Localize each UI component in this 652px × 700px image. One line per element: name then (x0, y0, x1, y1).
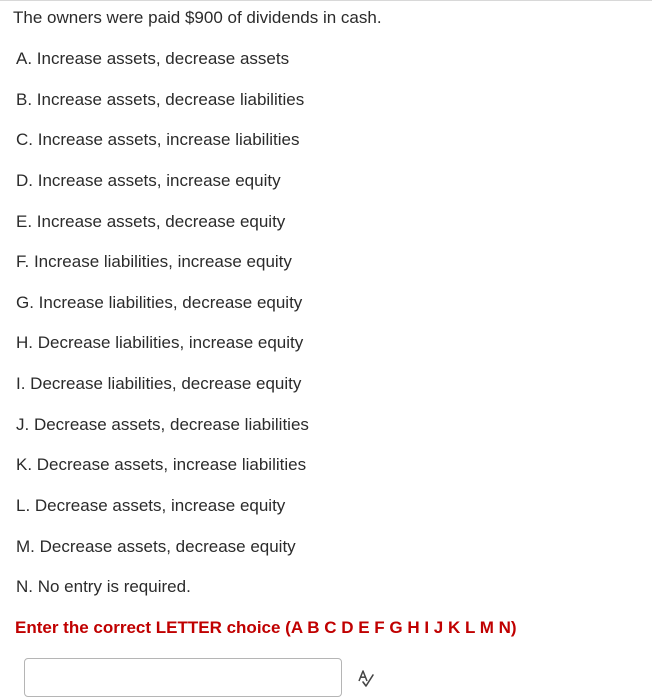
option-h: H. Decrease liabilities, increase equity (16, 333, 304, 352)
option-g: G. Increase liabilities, decrease equity (16, 293, 303, 312)
option-k: K. Decrease assets, increase liabilities (16, 455, 307, 474)
option-e: E. Increase assets, decrease equity (16, 212, 286, 231)
option-j: J. Decrease assets, decrease liabilities (16, 415, 309, 434)
option-n: N. No entry is required. (16, 577, 191, 596)
top-divider (0, 0, 652, 1)
option-i: I. Decrease liabilities, decrease equity (16, 374, 302, 393)
option-b: B. Increase assets, decrease liabilities (16, 90, 305, 109)
instruction-text: Enter the correct LETTER choice (A B C D E F G H I J K L M N) (15, 618, 517, 637)
option-a: A. Increase assets, decrease assets (16, 49, 290, 68)
answer-input[interactable] (24, 658, 342, 697)
option-m: M. Decrease assets, decrease equity (16, 537, 296, 556)
spell-check-icon[interactable] (356, 668, 376, 688)
option-f: F. Increase liabilities, increase equity (16, 252, 292, 271)
option-d: D. Increase assets, increase equity (16, 171, 281, 190)
option-l: L. Decrease assets, increase equity (16, 496, 286, 515)
question-text: The owners were paid $900 of dividends in cash. (13, 8, 382, 27)
option-c: C. Increase assets, increase liabilities (16, 130, 300, 149)
